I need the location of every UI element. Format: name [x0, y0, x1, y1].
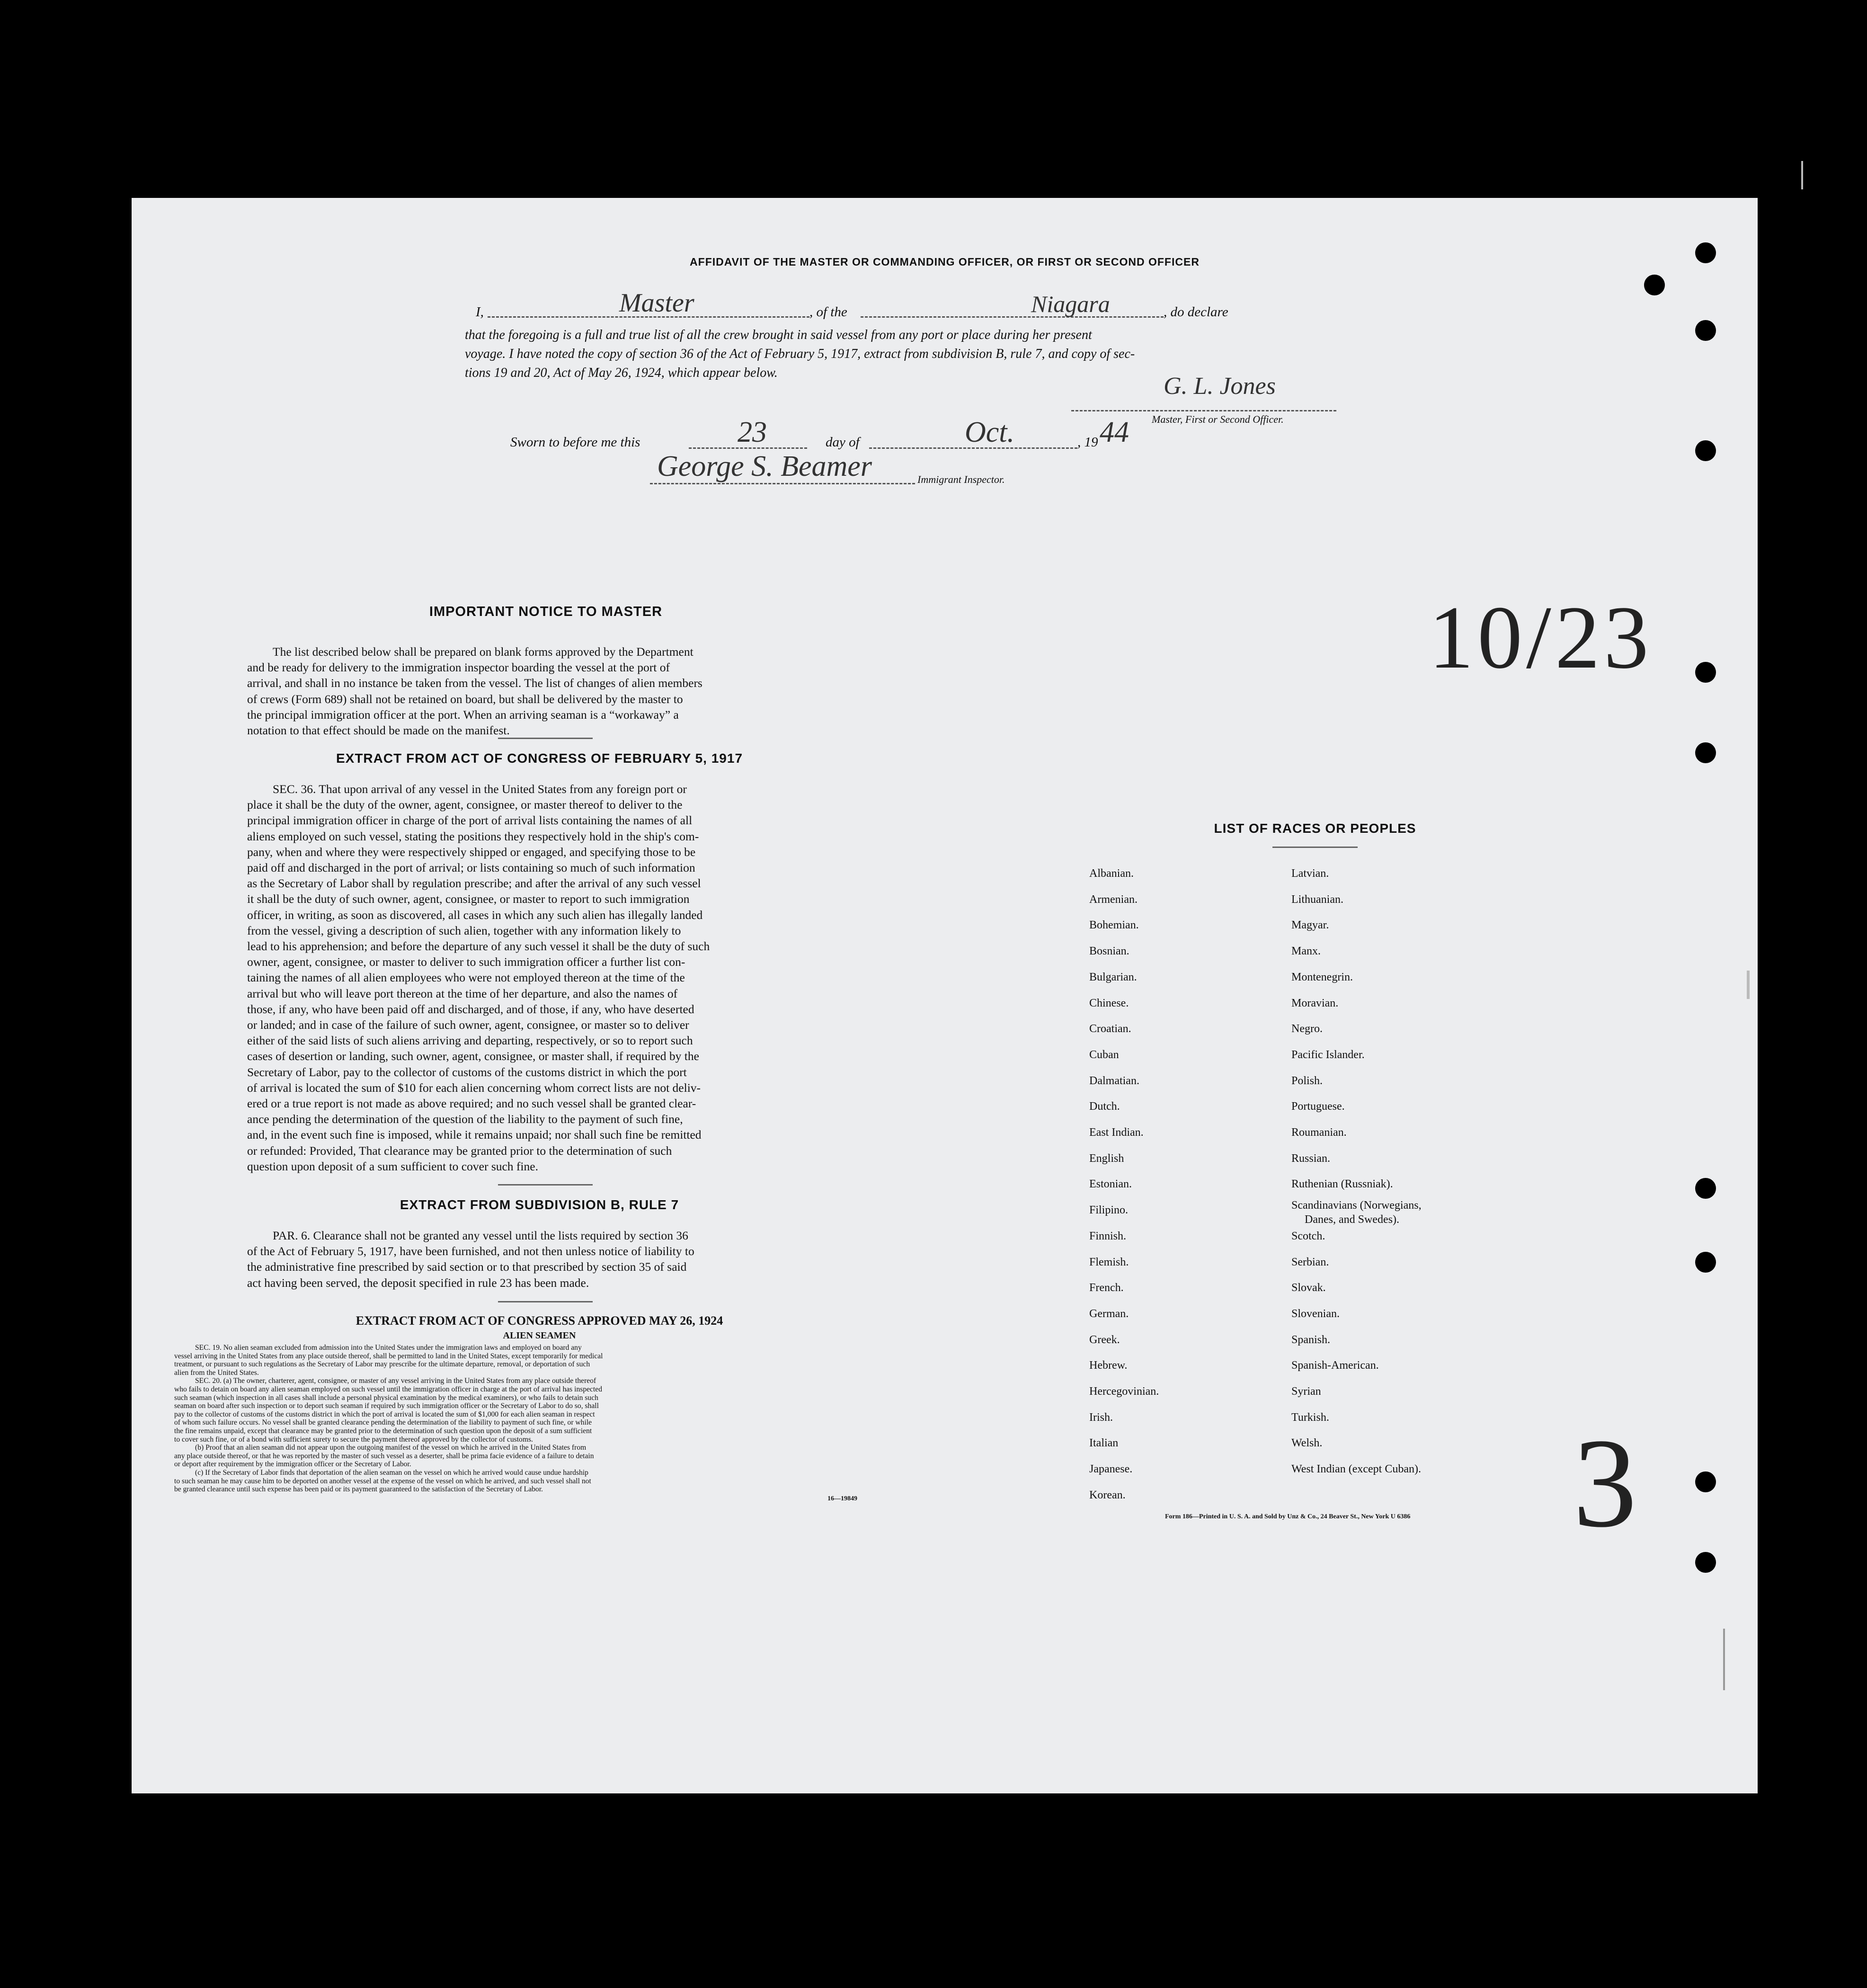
form-footer: Form 186—Printed in U. S. A. and Sold by Unz & Co., 24 Beaver St., New York U 6386	[1165, 1513, 1411, 1520]
extract-line: ance pending the determination of the question of the liability to the payment of such fine,	[247, 1112, 683, 1126]
extract-1924-line: who fails to detain on board any alien seaman employed on such vessel until the immigration officer in charge at the port of arrival has inspected	[174, 1385, 603, 1393]
race-item: French.	[1089, 1282, 1124, 1294]
race-item: Serbian.	[1291, 1256, 1329, 1268]
extract-1924-line: to such seaman he may cause him to be deported on another vessel at the expense of the vessel on which he arrived, and such vessel shall not	[174, 1477, 591, 1485]
notice-line: and be ready for delivery to the immigration inspector boarding the vessel at the port of	[247, 660, 670, 675]
extract-1924-line: seaman on board after such inspection or to deport such seaman if required by such immigration officer or the Secretary of Labor to do so, shall	[174, 1402, 599, 1410]
inspector-hand: George S. Beamer	[657, 450, 872, 482]
affidavit-heading: AFFIDAVIT OF THE MASTER OR COMMANDING OFFICER, OR FIRST OR SECOND OFFICER	[690, 256, 1200, 268]
subdivision-line: PAR. 6. Clearance shall not be granted any vessel until the lists required by section 36	[273, 1229, 688, 1242]
race-item: Korean.	[1089, 1489, 1126, 1501]
extract-1924-heading: EXTRACT FROM ACT OF CONGRESS APPROVED MAY 26, 1924	[356, 1314, 723, 1328]
hand-month: Oct.	[965, 416, 1015, 448]
race-item: Italian	[1089, 1437, 1119, 1450]
extract-line: those, if any, who have been paid off and discharged, and of those, if any, who have deserted	[247, 1002, 694, 1016]
extract-1924-line: the fine remains unpaid, except that clearance may be granted prior to the determination of such question upon the deposit of a sum sufficient	[174, 1426, 592, 1435]
race-item: Montenegrin.	[1291, 971, 1353, 983]
race-item: Bohemian.	[1089, 919, 1139, 932]
race-item: Moravian.	[1291, 997, 1339, 1009]
extract-line: cases of desertion or landing, such owner, agent, consignee, or master shall, if required by the	[247, 1049, 699, 1063]
affidavit-line: voyage. I have noted the copy of section 36 of the Act of February 5, 1917, extract from subdivision B, rule 7, and copy of sec-	[465, 347, 1135, 361]
race-item	[1291, 1197, 1422, 1226]
race-item: Polish.	[1291, 1074, 1323, 1087]
affidavit-line: that the foregoing is a full and true list of all the crew brought in said vessel from any port or place during her present	[465, 328, 1092, 342]
race-item: Flemish.	[1089, 1256, 1129, 1268]
subdivision-body	[247, 1228, 832, 1291]
extract-1924-line: SEC. 19. No alien seaman excluded from admission into the United States under the immigration laws and employed on board any	[195, 1344, 582, 1352]
race-item: English	[1089, 1152, 1124, 1165]
divider	[498, 1301, 593, 1302]
extract-1917-body	[247, 781, 832, 1174]
race-item: Estonian.	[1089, 1178, 1132, 1191]
notice-heading: IMPORTANT NOTICE TO MASTER	[429, 604, 663, 619]
race-item: Hebrew.	[1089, 1359, 1128, 1372]
divider	[498, 1184, 593, 1186]
race-item: Chinese.	[1089, 997, 1129, 1009]
extract-line: or landed; and in case of the failure of such owner, agent, consignee, or master so to deliver	[247, 1018, 689, 1032]
inspector-caption: Immigrant Inspector.	[917, 473, 1005, 485]
extract-1924-line: pay to the collector of customs of the customs district in which the port of arrival is located the sum of $1,000 for each alien seaman in respect	[174, 1410, 595, 1418]
race-item: East Indian.	[1089, 1126, 1144, 1139]
race-item: Greek.	[1089, 1333, 1120, 1346]
of-the-label: , of the	[809, 304, 847, 320]
subdivision-line: the administrative fine prescribed by said section or to that prescribed by section 35 of said	[247, 1260, 687, 1274]
subdivision-line: act having been served, the deposit specified in rule 23 has been made.	[247, 1275, 589, 1290]
document-sheet	[132, 198, 1758, 1793]
extract-1924-line: (b) Proof that an alien seaman did not appear upon the outgoing manifest of the vessel on which he arrived in the United States from	[195, 1444, 587, 1452]
race-item: Filipino.	[1089, 1204, 1129, 1217]
extract-1924-subheading: ALIEN SEAMEN	[503, 1330, 576, 1341]
race-item: Turkish.	[1291, 1411, 1329, 1424]
race-item: Bulgarian.	[1089, 971, 1137, 983]
race-item: Finnish.	[1089, 1230, 1127, 1242]
extract-1924-line: (c) If the Secretary of Labor finds that deportation of the alien seaman on the vessel on which he arrived would cause undue hardship	[195, 1468, 588, 1477]
signature-hand: G. L. Jones	[1164, 373, 1276, 400]
extract-1917-heading: EXTRACT FROM ACT OF CONGRESS OF FEBRUARY 5, 1917	[336, 751, 743, 766]
notice-line: of crews (Form 689) shall not be retained on board, but shall be delivered by the master to	[247, 692, 683, 706]
race-item: Hercegovinian.	[1089, 1385, 1159, 1398]
punch-hole	[1695, 242, 1716, 263]
race-item: Magyar.	[1291, 919, 1329, 932]
punch-hole	[1695, 1178, 1716, 1199]
extract-line: lead to his apprehension; and before the departure of any such vessel it shall be the duty of such	[247, 939, 710, 954]
punch-hole	[1695, 662, 1716, 683]
race-item: Syrian	[1291, 1385, 1321, 1398]
race-item: Roumanian.	[1291, 1126, 1347, 1139]
notice-line: notation to that effect should be made on the manifest.	[247, 723, 510, 738]
page-number-annotation: 3	[1573, 1412, 1637, 1554]
extract-line: as the Secretary of Labor shall by regulation prescribe; and after the arrival of any such vessel	[247, 876, 701, 891]
race-item: Spanish.	[1291, 1333, 1331, 1346]
race-item: Slovak.	[1291, 1282, 1326, 1294]
race-item: Scotch.	[1291, 1230, 1325, 1242]
form-code: 16—19849	[827, 1495, 857, 1502]
extract-line: owner, agent, consignee, or master to deliver to such immigration officer a further list con-	[247, 955, 685, 969]
race-item: Pacific Islander.	[1291, 1048, 1365, 1061]
extract-1924-line: alien from the United States.	[174, 1368, 259, 1377]
year-prefix: , 19	[1077, 435, 1098, 450]
race-item: Russian.	[1291, 1152, 1331, 1165]
margin-mark	[1801, 161, 1803, 189]
extract-1924-line: or deport after requirement by the immigration officer or the Secretary of Labor.	[174, 1460, 411, 1469]
extract-line: aliens employed on such vessel, stating the positions they respectively hold in the ship's com-	[247, 829, 699, 843]
extract-1924-line: to cover such fine, or of a bond with sufficient surety to secure the payment thereof approved by the collector of customs.	[174, 1435, 533, 1444]
race-item: Ruthenian (Russniak).	[1291, 1178, 1393, 1191]
race-item: Cuban	[1089, 1048, 1119, 1061]
extract-line: of arrival is located the sum of $10 for each alien concerning whom correct lists are not deliv-	[247, 1080, 701, 1095]
race-item: Irish.	[1089, 1411, 1113, 1424]
punch-hole	[1644, 275, 1665, 295]
margin-mark	[1747, 971, 1750, 999]
extract-line: place it shall be the duty of the owner, agent, consignee, or master thereof to deliver to the	[247, 798, 683, 812]
extract-1924-line: SEC. 20. (a) The owner, charterer, agent, consignee, or master of any vessel arriving in the United States from any place outside thereof	[195, 1377, 596, 1385]
extract-line: pany, when and where they were respectively shipped or engaged, and specifying those to be	[247, 845, 696, 859]
punch-hole	[1695, 1552, 1716, 1573]
punch-hole	[1695, 320, 1716, 341]
race-item: Dalmatian.	[1089, 1074, 1139, 1087]
affidavit-line: tions 19 and 20, Act of May 26, 1924, which appear below.	[465, 366, 778, 380]
race-item: Bosnian.	[1089, 945, 1129, 958]
subdivision-line: of the Act of February 5, 1917, have been furnished, and not then unless notice of liability to	[247, 1244, 694, 1258]
do-declare-label: , do declare	[1164, 304, 1228, 320]
affidavit-i-label: I,	[476, 304, 484, 320]
date-annotation: 10/23	[1429, 588, 1653, 687]
race-item: Dutch.	[1089, 1100, 1120, 1113]
extract-1924-line: such seaman (which inspection in all cases shall include a personal physical examination by the medical examiners), or who fails to detain such	[174, 1393, 598, 1402]
hand-master: Master	[619, 288, 694, 318]
punch-hole	[1695, 1252, 1716, 1273]
sworn-label: Sworn to before me this	[510, 435, 640, 450]
race-item: Lithuanian.	[1291, 893, 1343, 906]
race-item: Spanish-American.	[1291, 1359, 1379, 1372]
race-item-scandinavians-cont: Danes, and Swedes).	[1305, 1213, 1399, 1226]
punch-hole	[1695, 1471, 1716, 1492]
hand-day: 23	[738, 416, 767, 448]
subdivision-heading: EXTRACT FROM SUBDIVISION B, RULE 7	[400, 1197, 679, 1212]
race-item: West Indian (except Cuban).	[1291, 1463, 1421, 1476]
races-right-column	[1291, 861, 1422, 1482]
extract-line: it shall be the duty of such owner, agent, consignee, or master to report to such immigration	[247, 892, 690, 906]
race-item: German.	[1089, 1307, 1129, 1320]
extract-line: ered or a true report is not made as above required; and no such vessel shall be granted clear-	[247, 1097, 696, 1111]
extract-1924-line: any place outside thereof, or that he was reported by the master of such vessel as a deserter, shall be prima facie evidence of a failure to detain	[174, 1452, 594, 1460]
extract-line: or refunded: Provided, That clearance may be granted prior to the determination of such	[247, 1143, 672, 1158]
notice-line: The list described below shall be prepared on blank forms approved by the Department	[273, 645, 693, 659]
extract-1924-line: treatment, or pursuant to such regulations as the Secretary of Labor may prescribe for the ultimate departure, removal, or deportation of such	[174, 1360, 590, 1369]
race-item: Manx.	[1291, 945, 1321, 958]
hand-year: 44	[1100, 416, 1129, 448]
extract-line: taining the names of all alien employees who were not employed thereon at the time of the	[247, 971, 685, 985]
vessel-blank	[861, 301, 1164, 318]
margin-mark	[1723, 1629, 1725, 1690]
notice-line: the principal immigration officer at the port. When an arriving seaman is a “workaway” a	[247, 707, 679, 722]
signature-caption: Master, First or Second Officer.	[1152, 413, 1284, 425]
extract-line: question upon deposit of a sum sufficient to cover such fine.	[247, 1159, 538, 1173]
race-item: Croatian.	[1089, 1023, 1131, 1035]
divider	[1272, 847, 1358, 848]
race-item: Albanian.	[1089, 867, 1134, 880]
race-item: Welsh.	[1291, 1437, 1323, 1450]
race-item: Japanese.	[1089, 1463, 1133, 1476]
races-heading: LIST OF RACES OR PEOPLES	[1214, 821, 1416, 836]
hand-vessel: Niagara	[1031, 291, 1110, 317]
extract-1924-line: of whom such failure occurs. No vessel shall be granted clearance pending the determination of the liability to payment of such fine, or while	[174, 1418, 592, 1427]
divider	[498, 738, 593, 739]
extract-1924-body	[174, 1344, 906, 1494]
race-item: Portuguese.	[1291, 1100, 1345, 1113]
extract-1924-line: be granted clearance until such expense has been paid or its payment guaranteed to the satisfaction of the Secretary of Labor.	[174, 1485, 543, 1494]
notice-line: arrival, and shall in no instance be taken from the vessel. The list of changes of alien members	[247, 676, 702, 690]
race-item: Armenian.	[1089, 893, 1138, 906]
race-item-scandinavians: Scandinavians (Norwegians,	[1291, 1199, 1422, 1212]
race-item: Latvian.	[1291, 867, 1329, 880]
extract-line: arrival but who will leave port thereon at the time of her departure, and also the names of	[247, 986, 678, 1000]
day-of-label: day of	[826, 435, 860, 450]
race-item: Slovenian.	[1291, 1307, 1340, 1320]
notice-body	[247, 644, 832, 738]
extract-line: either of the said lists of such aliens arriving and departing, respectively, or so to report such	[247, 1034, 693, 1048]
extract-line: Secretary of Labor, pay to the collector of customs of the customs district in which the port	[247, 1065, 687, 1079]
extract-1924-line: vessel arriving in the United States from any place outside thereof, shall be permitted to land in the United States, except temporarily for medical	[174, 1352, 603, 1360]
race-item: Negro.	[1291, 1023, 1323, 1035]
races-left-column	[1089, 861, 1159, 1508]
extract-line: paid off and discharged in the port of arrival; or lists containing so much of such information	[247, 861, 695, 875]
extract-line: and, in the event such fine is imposed, while it remains unpaid; nor shall such fine be remitted	[247, 1128, 702, 1142]
punch-hole	[1695, 440, 1716, 461]
extract-line: SEC. 36. That upon arrival of any vessel in the United States from any foreign port or	[273, 782, 687, 796]
punch-hole	[1695, 742, 1716, 763]
extract-line: from the vessel, giving a description of such alien, together with any information likely to	[247, 923, 681, 937]
extract-line: principal immigration officer in charge of the port of arrival lists containing the names of all	[247, 813, 693, 828]
extract-line: officer, in writing, as soon as discovered, all cases in which any such alien has illegally landed	[247, 908, 703, 922]
